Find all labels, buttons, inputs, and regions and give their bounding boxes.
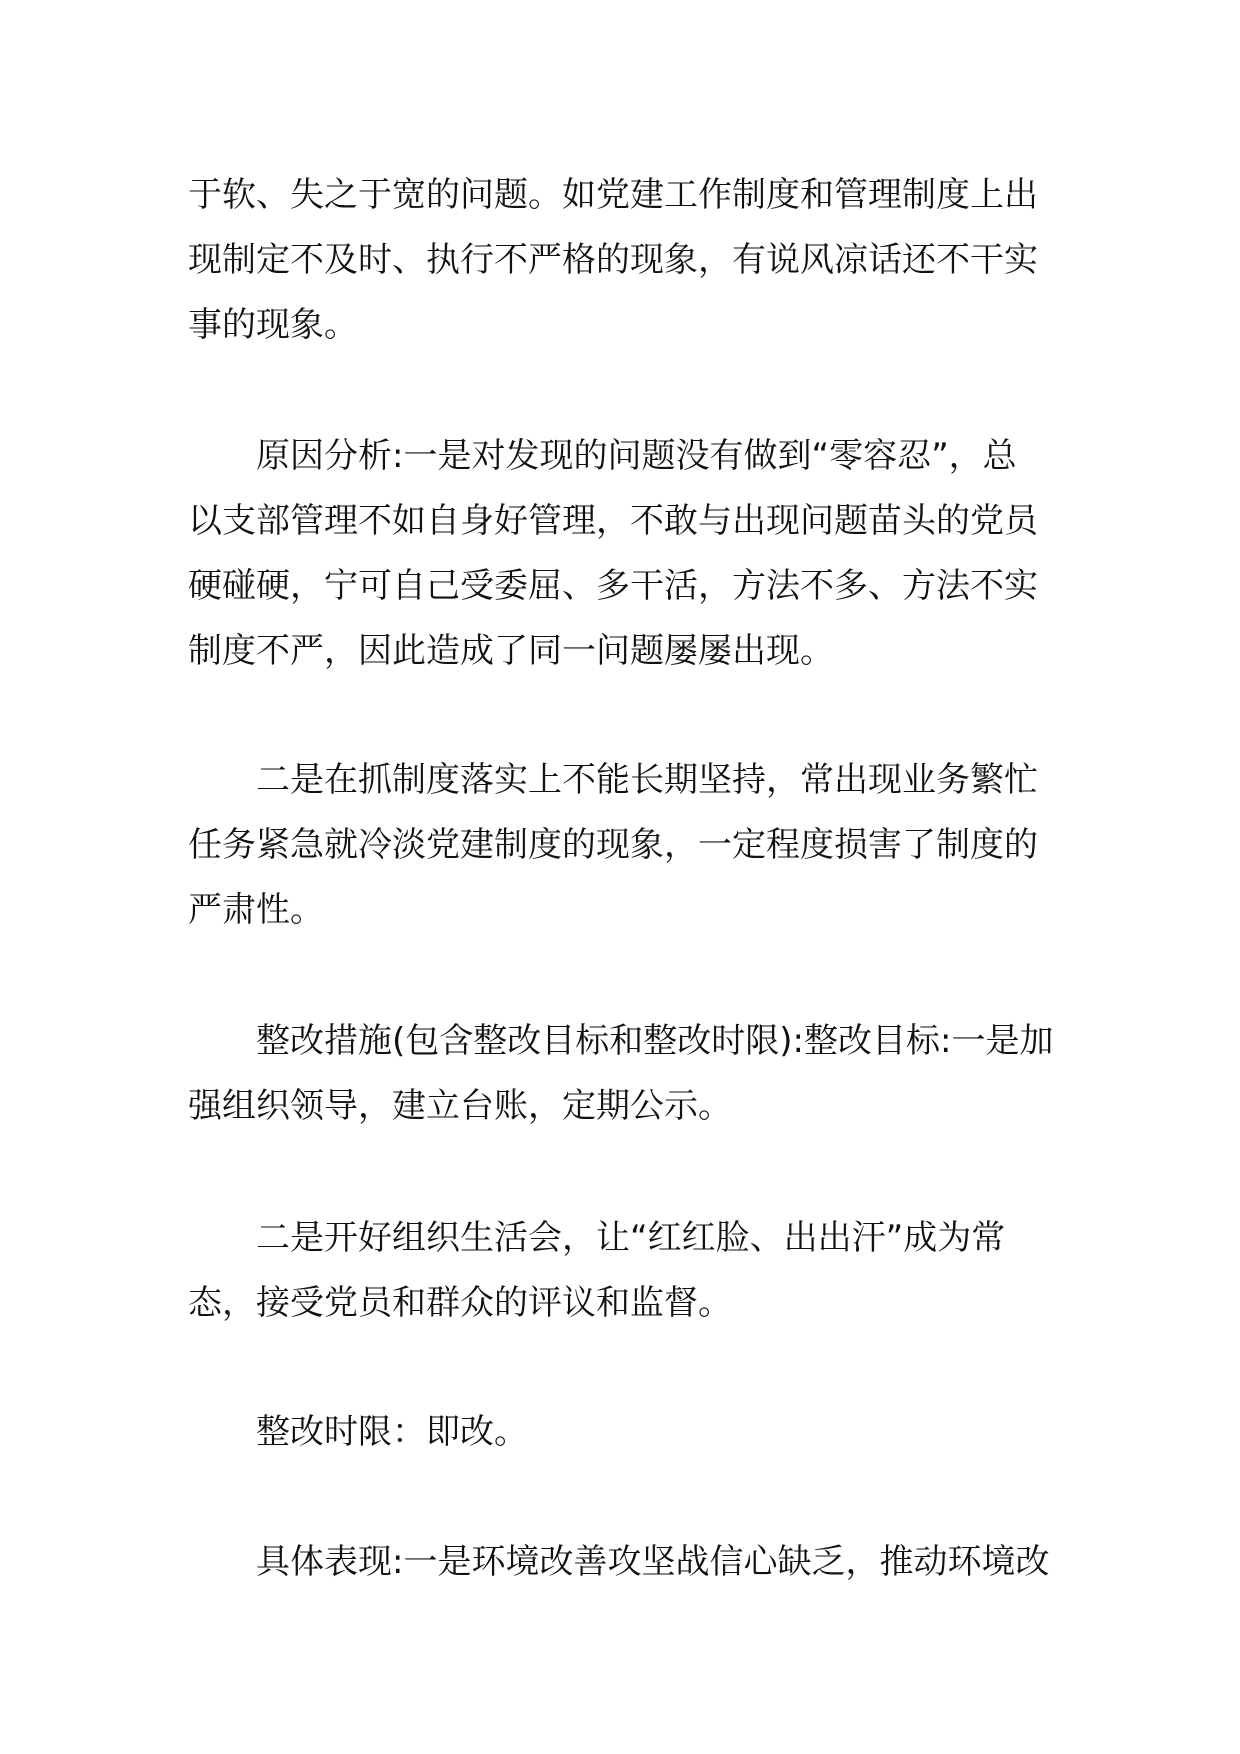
- paragraph-5: [188, 1206, 1068, 1336]
- paragraph-1: [188, 163, 1068, 358]
- paragraph-line: 现制定不及时、执行不严格的现象，有说风凉话还不干实: [188, 240, 1038, 280]
- paragraph-line: 事的现象。: [188, 305, 358, 345]
- paragraph-line: 任务紧急就冷淡党建制度的现象，一定程度损害了制度的: [188, 825, 1038, 865]
- paragraph-line: 制度不严，因此造成了同一问题屡屡出现。: [188, 631, 834, 671]
- paragraph-line: 整改时限：即改。: [256, 1412, 528, 1452]
- paragraph-3: [188, 748, 1068, 943]
- paragraph-line: 二是在抓制度落实上不能长期坚持，常出现业务繁忙: [256, 760, 1038, 800]
- paragraph-7: [188, 1530, 1068, 1595]
- paragraph-4: [188, 1009, 1068, 1139]
- paragraph-line: 硬碰硬，宁可自己受委屈、多干活，方法不多、方法不实: [188, 566, 1038, 606]
- paragraph-line: 强组织领导，建立台账，定期公示。: [188, 1086, 732, 1126]
- paragraph-line: 具体表现:一是环境改善攻坚战信心缺乏，推动环境改: [256, 1542, 1050, 1582]
- paragraph-6: [188, 1400, 1068, 1465]
- paragraph-line: 二是开好组织生活会，让“红红脸、出出汗”成为常: [256, 1218, 1006, 1258]
- paragraph-2: [188, 424, 1068, 684]
- paragraph-line: 于软、失之于宽的问题。如党建工作制度和管理制度上出: [188, 175, 1038, 215]
- paragraph-line: 整改措施(包含整改目标和整改时限):整改目标:一是加: [256, 1021, 1054, 1061]
- paragraph-line: 严肃性。: [188, 890, 324, 930]
- paragraph-line: 原因分析:一是对发现的问题没有做到“零容忍”，总: [256, 436, 1017, 476]
- paragraph-line: 态，接受党员和群众的评议和监督。: [188, 1283, 732, 1323]
- paragraph-line: 以支部管理不如自身好管理，不敢与出现问题苗头的党员: [188, 501, 1038, 541]
